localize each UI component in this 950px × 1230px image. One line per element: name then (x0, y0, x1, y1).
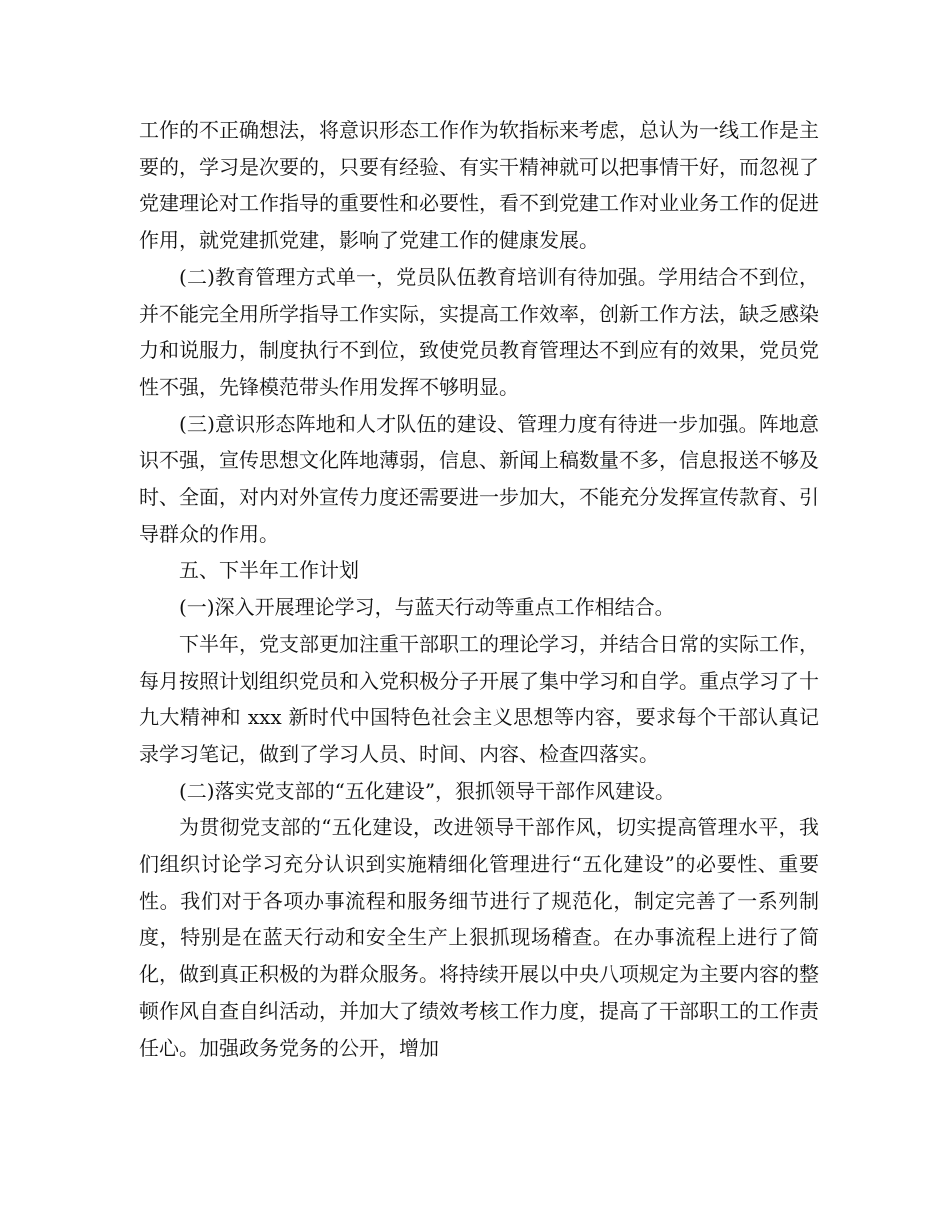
paragraph-plan-two: 为贯彻党支部的“五化建设，改进领导干部作风，切实提高管理水平，我们组织讨论学习充分认识到实施精细化管理进行“五化建设”的必要性、重要性。我们对于各项办事流程和服务细节进行了规范化，制定完善了一系列制度，特别是在蓝天行动和安全生产上狠抓现场稽查。在办事流程上进行了简化，做到真正积极的为群众服务。将持续开展以中央八项规定为主要内容的整顿作风自查自纠活动，并加大了绩效考核工作力度，提高了干部职工的工作责任心。加强政务党务的公开，增加 (139, 815, 819, 1060)
subheading-plan-one: (一)深入开展理论学习，与蓝天行动等重点工作相结合。 (179, 595, 675, 620)
subheading-plan-two: (二)落实党支部的“五化建设”，狠抓领导干部作风建设。 (179, 778, 676, 803)
paragraph-issue-three: (三)意识形态阵地和人才队伍的建设、管理力度有待进一步加强。阵地意识不强，宣传思想文化阵地薄弱，信息、新闻上稿数量不多，信息报送不够及时、全面，对内对外宣传力度还需要进一步加大，不能充分发挥宣传款育、引导群众的作用。 (139, 411, 819, 546)
paragraph-continuation: 工作的不正确想法，将意识形态工作作为软指标来考虑，总认为一线工作是主要的，学习是次要的，只要有经验、有实干精神就可以把事情干好，而忽视了党建理论对工作指导的重要性和必要性，看不到党建工作对业业务工作的促进作用，就党建抓党建，影响了党建工作的健康发展。 (139, 118, 819, 253)
paragraph-issue-two: (二)教育管理方式单一，党员队伍教育培训有待加强。学用结合不到位，并不能完全用所学指导工作实际，实提高工作效率，创新工作方法，缺乏感染力和说服力，制度执行不到位，致使党员教育管理达不到应有的效果，党员党性不强，先锋模范带头作用发挥不够明显。 (139, 264, 819, 399)
section-heading-plan: 五、下半年工作计划 (179, 558, 359, 583)
document-page (139, 112, 819, 1066)
paragraph-plan-one: 下半年，党支部更加注重干部职工的理论学习，并结合日常的实际工作，每月按照计划组织党员和入党积极分子开展了集中学习和自学。重点学习了十九大精神和 xxx 新时代中国特色社会主义思想等内容，要求每个干部认真记录学习笔记，做到了学习人员、时间、内容、检查四落实。 (139, 631, 819, 766)
